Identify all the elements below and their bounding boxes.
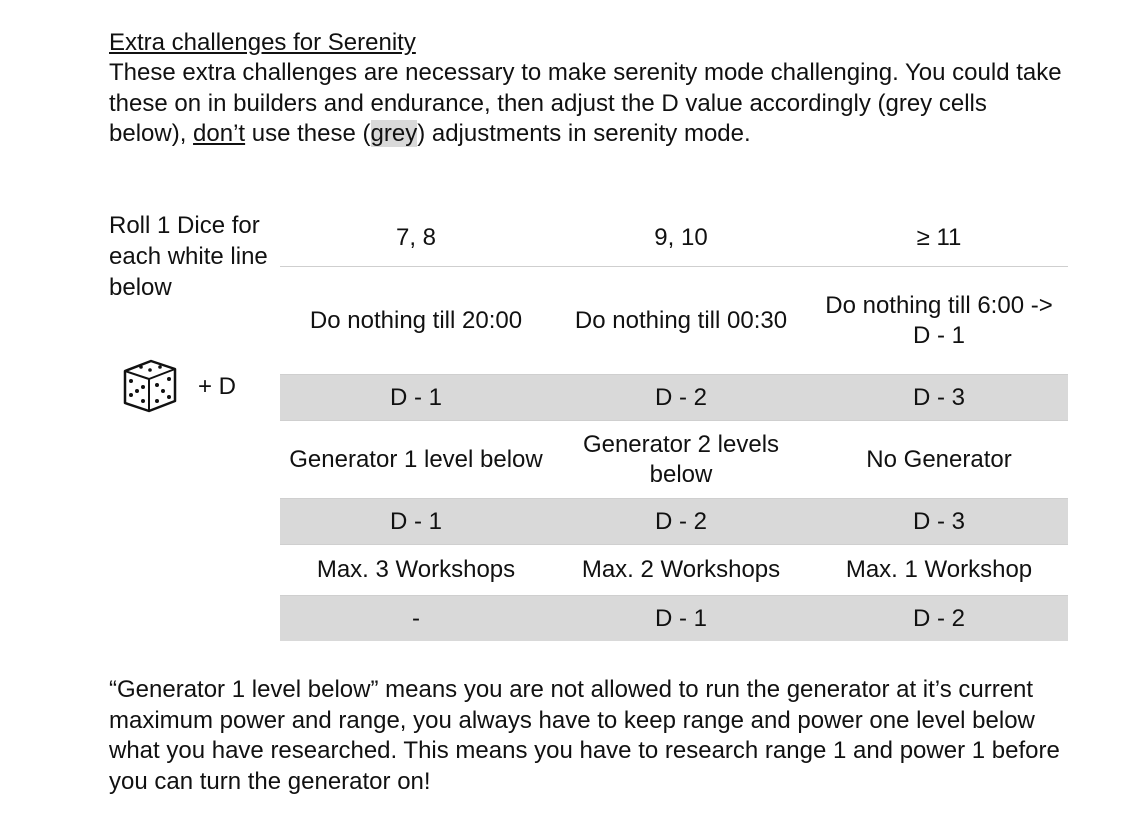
table-cell: D - 2	[810, 596, 1068, 642]
intro-underlined-word: don’t	[193, 120, 246, 147]
roll-dice-label: Roll 1 Dice for each white line below	[109, 212, 268, 301]
table-cell: Generator 1 level below	[280, 421, 552, 499]
header-cell: 7, 8	[280, 210, 552, 267]
table-cell: Max. 2 Workshops	[552, 545, 810, 596]
table-cell: Generator 2 levels below	[552, 421, 810, 499]
intro-paragraph	[109, 58, 1069, 150]
table-cell: Max. 3 Workshops	[280, 545, 552, 596]
table-cell: D - 1	[280, 375, 552, 421]
intro-text-2: use these (	[245, 120, 371, 147]
table-cell: No Generator	[810, 421, 1068, 499]
footer-note: “Generator 1 level below” means you are not allowed to run the generator at it’s current maximum power and range, you always have to keep range and power one level below what you have researched. This means you have to research range 1 and power 1 before you can turn the generator on!	[109, 676, 1060, 795]
table-cell: D - 3	[810, 375, 1068, 421]
table-cell: D - 2	[552, 375, 810, 421]
table-header-row	[280, 210, 1068, 267]
table-cell: Max. 1 Workshop	[810, 545, 1068, 596]
table-cell: D - 1	[280, 499, 552, 545]
table-cell: D - 1	[552, 596, 810, 642]
intro-text-3: ) adjustments in serenity mode.	[417, 120, 751, 147]
table-row	[280, 421, 1068, 499]
challenge-table	[280, 210, 1068, 641]
page-heading: Extra challenges for Serenity	[109, 29, 416, 56]
table-row	[280, 545, 1068, 596]
table-cell: -	[280, 596, 552, 642]
table-cell: Do nothing till 6:00 -> D - 1	[810, 267, 1068, 375]
intro-text-1: These extra challenges are necessary to make serenity mode challenging. You could take these on in builders and endurance, then adjust the D value accordingly (grey cells below),	[109, 59, 1062, 147]
dice-plus-d-label: + D	[198, 373, 237, 400]
intro-grey-word: grey	[370, 120, 418, 147]
table-row	[280, 375, 1068, 421]
table-cell: Do nothing till 00:30	[552, 267, 810, 375]
table-row	[280, 267, 1068, 375]
table-row	[280, 499, 1068, 545]
header-cell: ≥ 11	[810, 210, 1068, 267]
table-cell: D - 3	[810, 499, 1068, 545]
header-cell: 9, 10	[552, 210, 810, 267]
table-row	[280, 596, 1068, 642]
table-cell: D - 2	[552, 499, 810, 545]
table-cell: Do nothing till 20:00	[280, 267, 552, 375]
dice-five-icon	[121, 357, 179, 413]
